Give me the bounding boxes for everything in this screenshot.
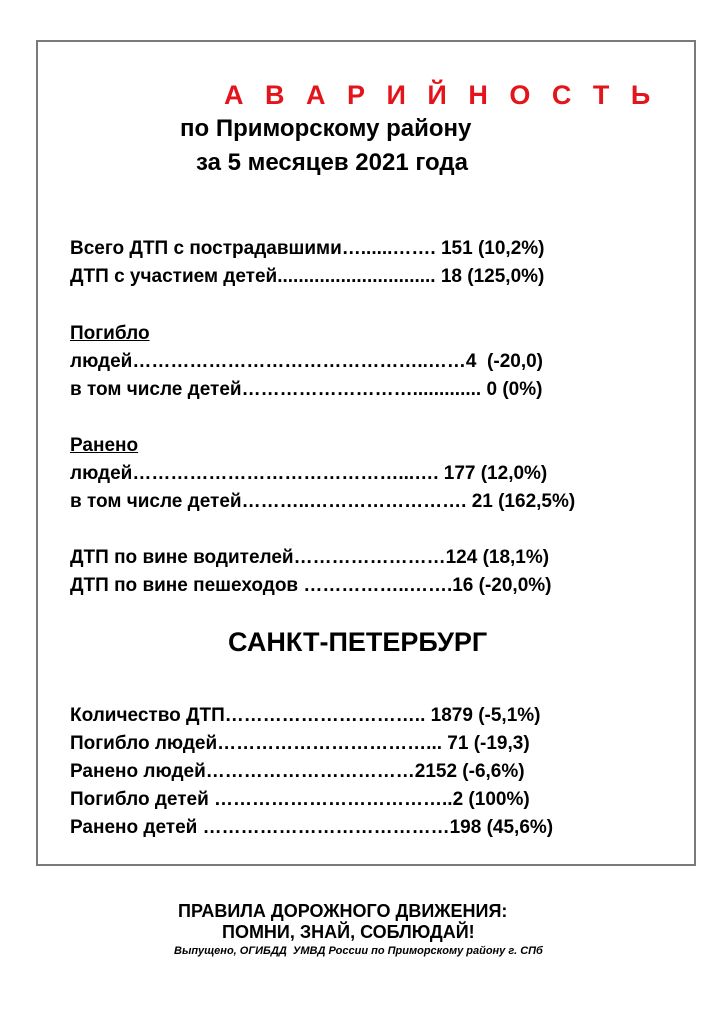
stat-killed-children: в том числе детей………………………............. 0 (0%) <box>70 379 543 400</box>
city-stat-injured-children: Ранено детей …………………………………198 (45,6%) <box>70 817 554 838</box>
stat-total-accidents: Всего ДТП с пострадавшими…......……. 151 (10,2%) <box>70 238 545 259</box>
heading-killed: Погибло <box>70 323 150 344</box>
footer-issued-by: Выпущено, ОГИБДД УМВД России по Приморскому району г. СПб <box>174 945 543 957</box>
footer-slogan-line2: ПОМНИ, ЗНАЙ, СОБЛЮДАЙ! <box>222 922 475 942</box>
heading-injured: Ранено <box>70 435 139 456</box>
stat-injured-people: людей……………………………………...…. 177 (12,0%) <box>70 463 548 484</box>
city-stat-injured-people: Ранено людей……………………………2152 (-6,6%) <box>70 761 525 782</box>
footer-slogan-line1: ПРАВИЛА ДОРОЖНОГО ДВИЖЕНИЯ: <box>178 901 508 921</box>
city-stat-killed-people: Погибло людей……………………………... 71 (-19,3) <box>70 733 530 754</box>
stat-killed-people: людей………………………………………..……4 (-20,0) <box>70 351 543 372</box>
stat-drivers-fault: ДТП по вине водителей……………………124 (18,1%) <box>70 547 550 568</box>
city-stat-killed-children: Погибло детей ………………………………..2 (100%) <box>70 789 530 810</box>
stat-pedestrians-fault: ДТП по вине пешеходов ……………..…….16 (-20,0%) <box>70 575 552 596</box>
stat-injured-children: в том числе детей………..……………………. 21 (162,5%) <box>70 491 576 512</box>
subtitle-district: по Приморскому району <box>180 115 472 142</box>
city-stat-accidents: Количество ДТП………………………….. 1879 (-5,1%) <box>70 705 541 726</box>
city-heading: САНКТ-ПЕТЕРБУРГ <box>228 627 488 657</box>
stat-children-involved: ДТП с участием детей.............................. 18 (125,0%) <box>70 266 545 287</box>
page-title: А В А Р И Й Н О С Т Ь <box>224 80 658 110</box>
subtitle-period: за 5 месяцев 2021 года <box>196 149 468 176</box>
